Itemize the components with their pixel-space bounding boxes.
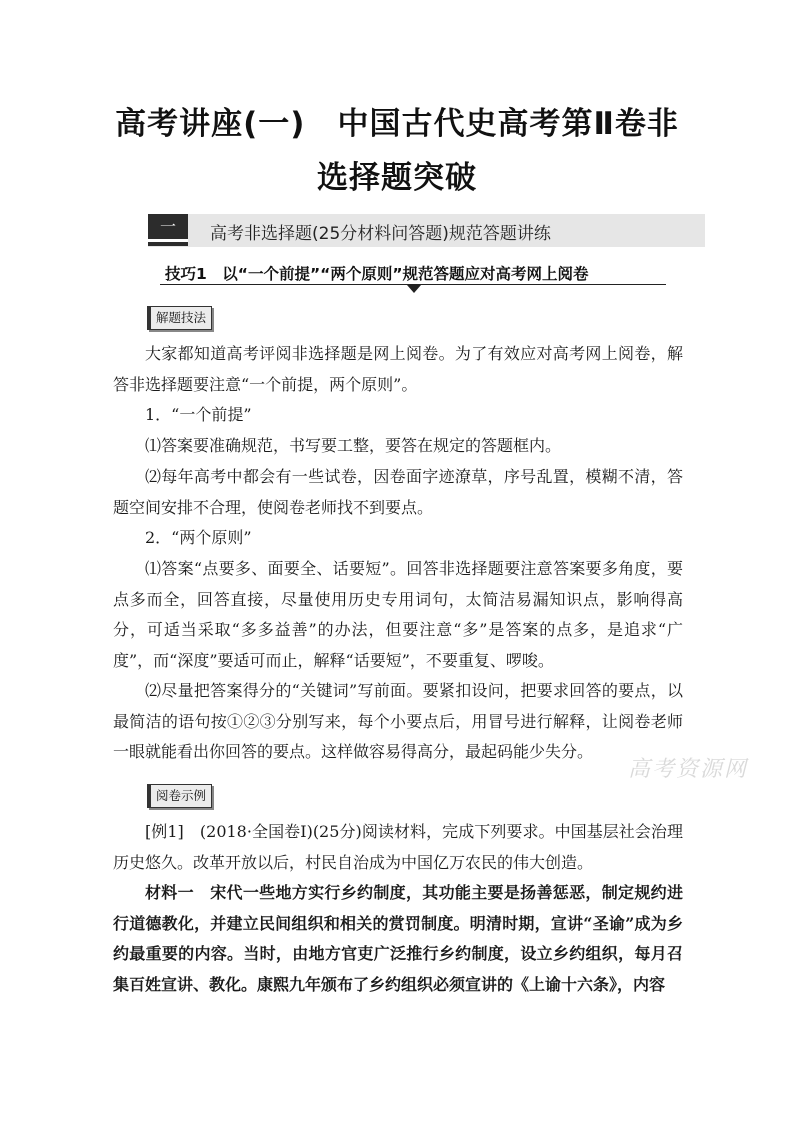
intro-paragraph: 大家都知道高考评阅非选择题是网上阅卷。为了有效应对高考网上阅卷，解答非选择题要注意“一个前提，两个原则”。 bbox=[113, 344, 683, 394]
section-title: 高考非选择题(25分材料问答题)规范答题讲练 bbox=[210, 224, 551, 244]
watermark: 高考资源网 bbox=[628, 757, 749, 782]
principle-item-1: ⑴答案“点要多、面要全、话要短”。回答非选择题要注意答案要多角度，要点多而全，回答直接，尽量使用历史专用词句，太简洁易漏知识点，影响得高分，可适当采取“多多益善”的办法，但要注意“多”是答案的点多，是追求“广度”，而“深度”要适可而止，解释“话要短”，不要重复、啰唆。 bbox=[113, 559, 683, 670]
skill-heading: 技巧1 以“一个前提”“两个原则”规范答题应对高考网上阅卷 bbox=[165, 265, 589, 283]
example-paragraph: [例1] (2018·全国卷Ⅰ)(25分)阅读材料，完成下列要求。中国基层社会治理历史悠久。改革开放以后，村民自治成为中国亿万农民的伟大创造。 bbox=[113, 822, 683, 872]
principle-item-2: ⑵尽量把答案得分的“关键词”写前面。要紧扣设问，把要求回答的要点，以最简洁的语句按①②③分别写来，每个小要点后，用冒号进行解释，让阅卷老师一眼就能看出你回答的要点。这样做容易得高分，最起码能少失分。 bbox=[113, 681, 683, 761]
document-title-line1: 高考讲座(一) 中国古代史高考第Ⅱ卷非 bbox=[115, 106, 679, 142]
example-tag: 阅卷示例 bbox=[147, 784, 212, 808]
document-title-line2: 选择题突破 bbox=[317, 160, 477, 196]
section-number-badge: 一 bbox=[148, 214, 188, 246]
skill-arrow-icon bbox=[407, 285, 421, 293]
premise-item-2: ⑵每年高考中都会有一些试卷，因卷面字迹潦草，序号乱置，模糊不清，答题空间安排不合理，使阅卷老师找不到要点。 bbox=[113, 467, 683, 517]
heading-one-premise: 1．“一个前提” bbox=[145, 405, 252, 424]
method-tag: 解题技法 bbox=[147, 306, 212, 330]
heading-two-principles: 2．“两个原则” bbox=[145, 528, 252, 547]
material-one-paragraph: 材料一 宋代一些地方实行乡约制度，其功能主要是扬善惩恶，制定规约进行道德教化，并建立民间组织和相关的赏罚制度。明清时期，宣讲“圣谕”成为乡约最重要的内容。当时，由地方官吏广泛推行乡约制度，设立乡约组织，每月召集百姓宣讲、教化。康熙九年颁布了乡约组织必须宣讲的《上谕十六条》，内容 bbox=[113, 883, 683, 994]
premise-item-1: ⑴答案要准确规范，书写要工整，要答在规定的答题框内。 bbox=[145, 436, 562, 455]
